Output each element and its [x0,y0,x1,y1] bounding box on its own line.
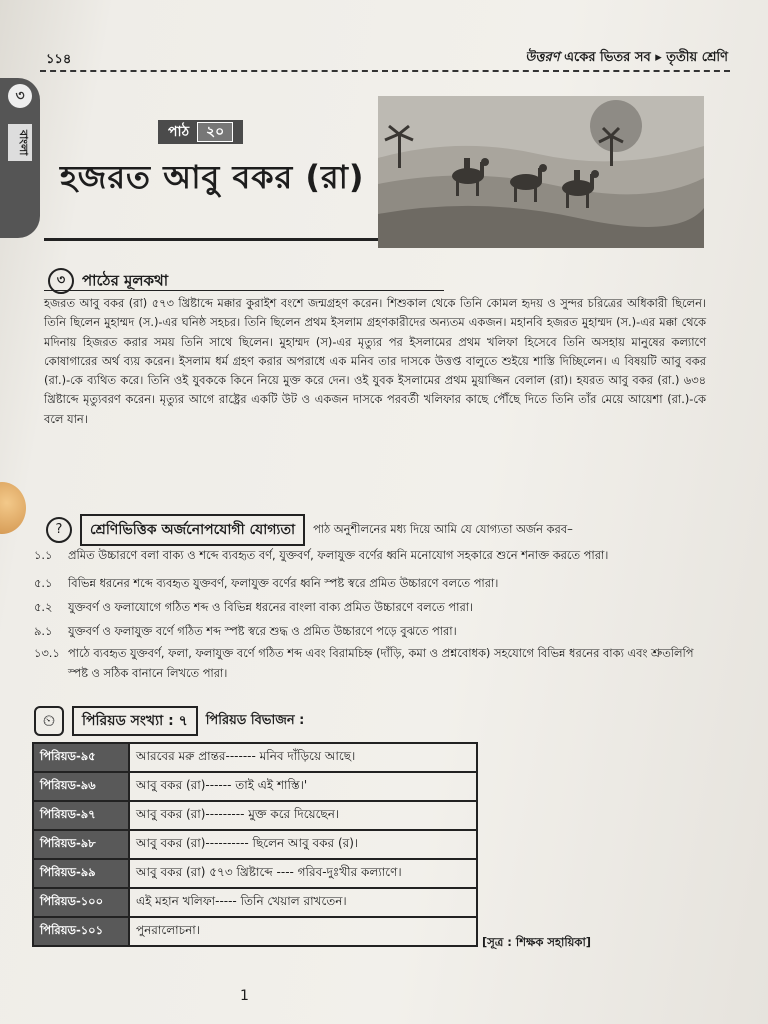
period-label: পিরিয়ড-১০০ [33,888,129,917]
running-header [525,48,728,69]
period-heading [34,706,304,736]
competency-icon: ? [46,517,72,543]
summary-paragraph: হজরত আবু বকর (রা) ৫৭৩ খ্রিষ্টাব্দে মক্কার কুরাইশ বংশে জন্মগ্রহণ করেন। শিশুকাল থেকে তিনি কোমল হৃদয় ও সুন্দর চরিত্রের অধিকারী ছিলেন। তিনি ছিলেন মুহাম্মদ (স.)-এর ঘনিষ্ঠ সহচর। তিনি ছিলেন প্রথম ইসলাম গ্রহণকারীদের অন্যতম একজন। মহানবি হজরত মুহাম্মদ (স.)-এর মক্কা থেকে মদিনায় হিজরত করার সময় তিনি সাথে ছিলেন। মুহাম্মদ (স)-এর মৃত্যুর পর ইসলামের প্রথম খলিফা হিসেবে তিনি অসহায় মানুষের কল্যাণে কোষাগারের অর্থ ব্যয় করেন। ইসলাম ধর্ম গ্রহণ করার অপরাধে এক মনিব তার দাসকে উত্তপ্ত বালুতে শুইয়ে শাস্তি দিচ্ছিলেন। এ বিষয়টি আবু বকর (রা.)-কে ব্যথিত করে। তিনি ওই যুবককে কিনে নিয়ে মুক্ত করে দেন। ওই যুবক ইসলামের প্রথম মুয়াজ্জিন বেলাল (রা)। হযরত আবু বকর (রা.) ৬৩৪ খ্রিষ্টাব্দে মৃত্যুবরণ করেন। মৃত্যুর আগে রাষ্ট্রের একটি উট ও একজন দাসকে পরবর্তী খলিফার কাছে পৌঁছে দিতে তিনি তাঁর মেয়ে আয়েশা (রা.)-কে বলে যান। [44,296,706,426]
competency-heading [46,514,573,546]
objective-text: যুক্তবর্ণ ও ফলাযুক্ত বর্ণে গঠিত শব্দ স্পষ্ট স্বরে শুদ্ধ ও প্রমিত উচ্চারণে পড়ে বুঝতে পারা। [68,624,457,638]
objective-text: পাঠে ব্যবহৃত যুক্তবর্ণ, ফলা, ফলাযুক্ত বর্ণে গঠিত শব্দ এবং বিরামচিহ্ন (দাঁড়ি, কমা ও প্রশ্নবোধক) সহযোগে বিভিন্ন ধরনের বাক্য এবং শ্রুতলিপি স্পষ্ট ও সঠিক বানানে লিখতে পারা। [68,646,694,680]
competency-heading-text: শ্রেণিভিত্তিক অর্জনোপযোগী যোগ্যতা [80,514,305,546]
table-row [33,830,477,859]
series-name: একের ভিতর সব [564,50,651,65]
side-tab-number: ৩ [8,84,32,108]
objective-number: ৫.২ [34,600,53,614]
objective-item [34,574,704,594]
summary-underline [44,290,444,291]
objective-item [34,546,704,566]
lesson-badge-number: ২০ [197,122,233,142]
period-text: আবু বকর (রা) ৫৭৩ খ্রিষ্টাব্দে ---- গরিব-দুঃখীর কল্যাণে। [129,859,477,888]
objective-item [34,644,704,683]
period-text: আবু বকর (রা)--------- মুক্ত করে দিয়েছেন। [129,801,477,830]
objective-number: ১.১ [34,548,53,562]
period-table [32,742,478,947]
table-row [33,743,477,772]
lesson-badge-label: পাঠ [168,124,190,140]
footer-mark: 1 [240,988,249,1004]
desert-illustration [378,96,704,248]
table-row [33,888,477,917]
table-row [33,859,477,888]
objective-text: প্রমিত উচ্চারণে বলা বাক্য ও শব্দে ব্যবহৃত বর্ণ, যুক্তবর্ণ, ফলাযুক্ত বর্ণের ধ্বনি মনোযোগ সহকারে শুনে শনাক্ত করতে পারা। [68,548,609,562]
table-row [33,772,477,801]
clock-icon: ⏲ [34,706,64,736]
period-text: পুনরালোচনা। [129,917,477,946]
period-label: পিরিয়ড-৯৫ [33,743,129,772]
period-label: পিরিয়ড-৯৯ [33,859,129,888]
objective-number: ৫.১ [34,576,53,590]
competency-lead: পাঠ অনুশীলনের মধ্য দিয়ে আমি যে যোগ্যতা অর্জন করব– [313,521,573,536]
thumb-finger [0,482,26,534]
period-label: পিরিয়ড-৯৭ [33,801,129,830]
period-text: আবু বকর (রা)------ তাই এই শাস্তি।' [129,772,477,801]
source-note: [সূত্র : শিক্ষক সহায়িকা] [482,935,592,949]
period-label: পিরিয়ড-১০১ [33,917,129,946]
period-text: আবু বকর (রা)---------- ছিলেন আবু বকর (র)। [129,830,477,859]
objective-text: যুক্তবর্ণ ও ফলাযোগে গঠিত শব্দ ও বিভিন্ন ধরনের বাংলা বাক্য প্রমিত উচ্চারণে বলতে পারা। [68,600,474,614]
objective-text: বিভিন্ন ধরনের শব্দে ব্যবহৃত যুক্তবর্ণ, ফলাযুক্ত বর্ণের ধ্বনি স্পষ্ট স্বরে প্রমিত উচ্চারণে বলতে পারা। [68,576,499,590]
lesson-title: হজরত আবু বকর (রা) [60,158,365,196]
objective-number: ৯.১ [34,624,53,638]
period-division-label: পিরিয়ড বিভাজন : [205,712,305,728]
side-tab [0,78,40,238]
table-row [33,917,477,946]
period-text: এই মহান খলিফা----- তিনি খেয়াল রাখতেন। [129,888,477,917]
period-text: আরবের মরু প্রান্তর------- মনিব দাঁড়িয়ে আছে। [129,743,477,772]
header-divider [40,70,730,72]
lesson-badge [158,120,243,144]
objective-item [34,622,704,642]
summary-heading-text: পাঠের মূলকথা [82,271,169,290]
objective-number: ১৩.১ [34,646,60,660]
period-label: পিরিয়ড-৯৮ [33,830,129,859]
arrow-icon: ▸ [655,50,662,65]
summary-icon: ৩ [48,268,74,294]
table-row [33,801,477,830]
period-label: পিরিয়ড-৯৬ [33,772,129,801]
page-number: ১১৪ [46,52,72,67]
objective-item [34,598,704,618]
grade-label: তৃতীয় শ্রেণি [666,50,728,65]
period-count: পিরিয়ড সংখ্যা : ৭ [72,706,198,736]
brand-logo: উত্তরণ [525,50,560,65]
side-tab-word: বাংলা [8,124,32,161]
